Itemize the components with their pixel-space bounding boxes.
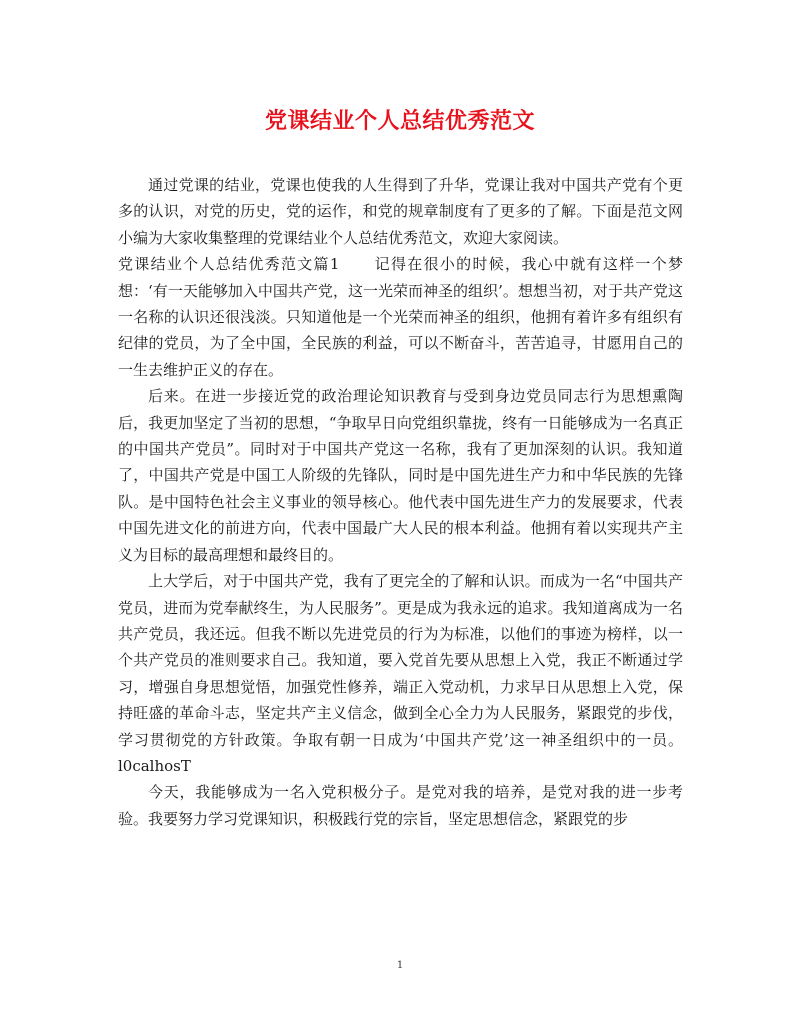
intro-paragraph: 通过党课的结业，党课也使我的人生得到了升华，党课让我对中国共产党有个更多的认识，对党的历史，党的运作，和党的规章制度有了更多的了解。下面是范文网小编为大家收集整理的党课结业个人总结优秀范文，欢迎大家阅读。	[118, 176, 683, 247]
page-number: 1	[396, 960, 404, 971]
document-body	[118, 172, 683, 832]
document-title: 党课结业个人总结优秀范文	[264, 108, 535, 134]
section-paragraph	[118, 251, 683, 383]
section-first-paragraph: 记得在很小的时候，我心中就有这样一个梦想：‘有一天能够加入中国共产党，这一光荣而神圣的组织’。想想当初，对于共产党这一名称的认识还很浅淡。只知道他是一个光荣而神圣的组织，他拥有着许多有组织有纪律的党员，为了全中国，全民族的利益，可以不断奋斗，苦苦追寻，甘愿用自己的一生去维护正义的存在。	[118, 255, 683, 379]
section-heading: 党课结业个人总结优秀范文篇1	[118, 255, 340, 274]
paragraph-4: 今天，我能够成为一名入党积极分子。是党对我的培养，是党对我的进一步考验。我要努力学习党课知识，积极践行党的宗旨，坚定思想信念，紧跟党的步	[118, 783, 683, 828]
paragraph-2: 后来。在进一步接近党的政治理论知识教育与受到身边党员同志行为思想熏陶后，我更加坚定了当初的思想，“争取早日向党组织靠拢，终有一日能够成为一名真正的中国共产党员”。同时对于中国共产党这一名称，我有了更加深刻的认识。我知道了，中国共产党是中国工人阶级的先锋队，同时是中国先进生产力和中华民族的先锋队。是中国特色社会主义事业的领导核心。他代表中国先进生产力的发展要求，代表中国先进文化的前进方向，代表中国最广大人民的根本利益。他拥有着以实现共产主义为目标的最高理想和最终目的。	[118, 387, 683, 564]
paragraph-3: 上大学后，对于中国共产党，我有了更完全的了解和认识。而成为一名“中国共产党员，进而为党奉献终生，为人民服务”。更是成为我永远的追求。我知道离成为一名共产党员，我还远。但我不断以先进党员的行为为标准，以他们的事迹为榜样，以一个共产党员的准则要求自己。我知道，要入党首先要从思想上入党，我正不断通过学习，增强自身思想觉悟，加强党性修养，端正入党动机，力求早日从思想上入党，保持旺盛的革命斗志，坚定共产主义信念，做到全心全力为人民服务，紧跟党的步伐，学习贯彻党的方针政策。争取有朝一日成为‘中国共产党’这一神圣组织中的一员。l0calhosT	[118, 572, 683, 775]
